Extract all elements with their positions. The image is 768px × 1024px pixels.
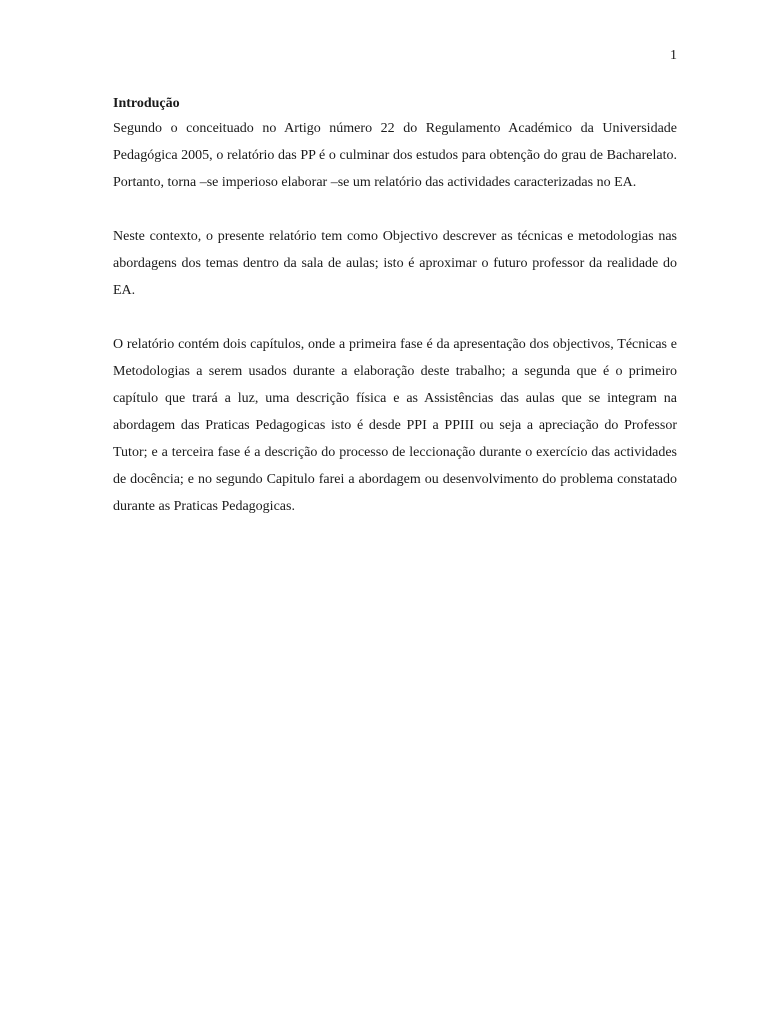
paragraph-2: Neste contexto, o presente relatório tem como Objectivo descrever as técnicas e metodologias nas abordagens dos temas dentro da sala de aulas; isto é aproximar o futuro professor da realidade do EA. <box>113 229 677 298</box>
page-number: 1 <box>670 48 677 63</box>
document-body <box>113 92 677 547</box>
paragraph-3: O relatório contém dois capítulos, onde a primeira fase é da apresentação dos objectivos, Técnicas e Metodologias a serem usados durante a elaboração deste trabalho; a segunda que é o primeiro capítulo que trará a luz, uma descrição física e as Assistências das aulas que se integram na abordagem das Praticas Pedagogicas isto é desde PPI a PPIII ou seja a apreciação do Professor Tutor; e a terceira fase é a descrição do processo de leccionação durante o exercício das actividades de docência; e no segundo Capitulo farei a abordagem ou desenvolvimento do problema constatado durante as Praticas Pedagogicas. <box>113 337 677 514</box>
paragraph-1: Segundo o conceituado no Artigo número 22 do Regulamento Académico da Universidade Pedagógica 2005, o relatório das PP é o culminar dos estudos para obtenção do grau de Bacharelato. Portanto, torna –se imperioso elaborar –se um relatório das actividades caracterizadas no EA. <box>113 121 677 190</box>
section-heading: Introdução <box>113 96 180 111</box>
